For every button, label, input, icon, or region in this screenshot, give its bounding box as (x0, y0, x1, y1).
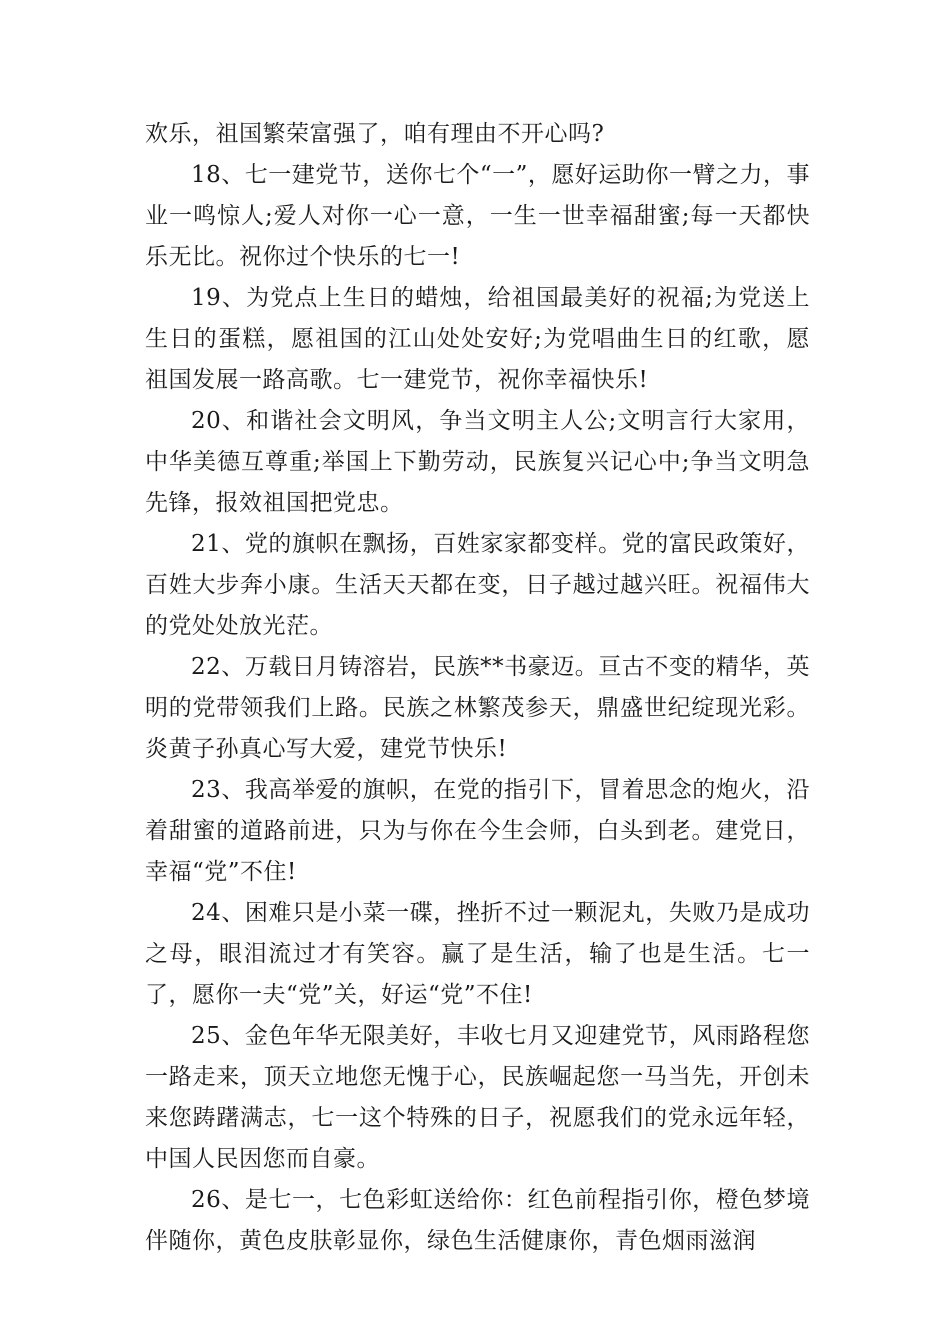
body-text (145, 114, 810, 1262)
paragraph-22: 22、万载日月铸溶岩，民族**书豪迈。亘古不变的精华，英明的党带领我们上路。民族之林繁茂参天，鼎盛世纪绽现光彩。炎黄子孙真心写大爱，建党节快乐! (145, 654, 810, 762)
paragraph-20: 20、和谐社会文明风，争当文明主人公;文明言行大家用，中华美德互尊重;举国上下勤劳动，民族复兴记心中;争当文明急先锋，报效祖国把党忠。 (145, 408, 810, 516)
paragraph-25: 25、金色年华无限美好，丰收七月又迎建党节，风雨路程您一路走来，顶天立地您无愧于心，民族崛起您一马当先，开创未来您踌躇满志，七一这个特殊的日子，祝愿我们的党永远年轻，中国人民因您而自豪。 (145, 1023, 810, 1172)
paragraph-23: 23、我高举爱的旗帜，在党的指引下，冒着思念的炮火，沿着甜蜜的道路前进，只为与你在今生会师，白头到老。建党日，幸福“党”不住! (145, 777, 810, 885)
paragraph-21: 21、党的旗帜在飘扬，百姓家家都变样。党的富民政策好，百姓大步奔小康。生活天天都在变，日子越过越兴旺。祝福伟大的党处处放光茫。 (145, 531, 810, 639)
paragraph-24: 24、困难只是小菜一碟，挫折不过一颗泥丸，失败乃是成功之母，眼泪流过才有笑容。赢了是生活，输了也是生活。七一了，愿你一夫“党”关，好运“党”不住! (145, 900, 810, 1008)
paragraph-19: 19、为党点上生日的蜡烛，给祖国最美好的祝福;为党送上生日的蛋糕，愿祖国的江山处处安好;为党唱曲生日的红歌，愿祖国发展一路高歌。七一建党节，祝你幸福快乐! (145, 285, 810, 393)
paragraph-18: 18、七一建党节，送你七个“一”，愿好运助你一臂之力，事业一鸣惊人;爱人对你一心一意，一生一世幸福甜蜜;每一天都快乐无比。祝你过个快乐的七一! (145, 162, 810, 270)
paragraph-continuation: 欢乐，祖国繁荣富强了，咱有理由不开心吗? (145, 121, 605, 147)
paragraph-26: 26、是七一，七色彩虹送给你：红色前程指引你，橙色梦境伴随你，黄色皮肤彰显你，绿色生活健康你，青色烟雨滋润 (145, 1187, 810, 1254)
